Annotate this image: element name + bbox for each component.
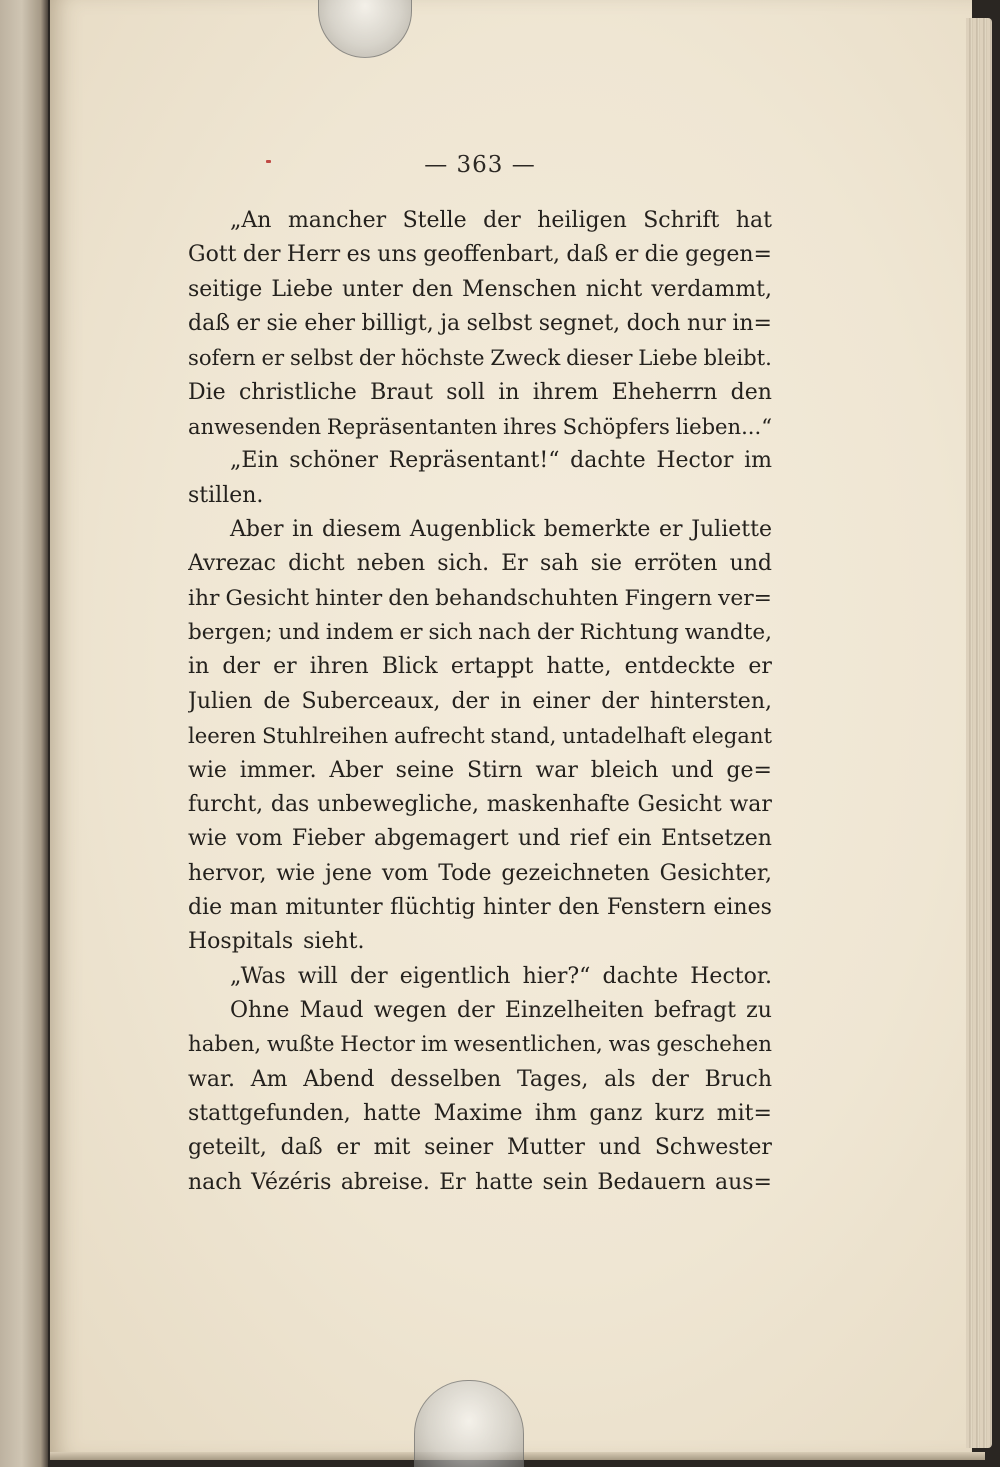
text-line: nach Vézéris abreise. Er hatte sein Bedauern aus= <box>188 1169 772 1195</box>
text-line: furcht, das unbewegliche, maskenhafte Gesicht war <box>188 791 772 817</box>
text-line: leeren Stuhlreihen aufrecht stand, untadelhaft elegant <box>188 723 772 749</box>
text-line: hervor, wie jene vom Tode gezeichneten Gesichter, <box>188 860 772 886</box>
text-line: anwesenden Repräsentanten ihres Schöpfers lieben...“ <box>188 414 772 440</box>
text-line: Die christliche Braut soll in ihrem Eheherrn den <box>188 379 772 405</box>
text-line: bergen; und indem er sich nach der Richtung wandte, <box>188 620 772 646</box>
page-edges <box>966 18 992 1448</box>
page-number: — 363 — <box>424 152 536 178</box>
text-line: wie vom Fieber abgemagert und rief ein Entsetzen <box>188 826 772 852</box>
left-page-edge <box>0 0 48 1467</box>
text-line: sofern er selbst der höchste Zweck dieser Liebe bleibt. <box>188 345 772 371</box>
text-line: seitige Liebe unter den Menschen nicht verdammt, <box>188 276 772 302</box>
text-line: haben, wußte Hector im wesentlichen, was geschehen <box>188 1032 772 1058</box>
text-line: wie immer. Aber seine Stirn war bleich und ge= <box>188 757 772 783</box>
stray-ink-mark <box>266 160 271 163</box>
body-text <box>188 204 772 1200</box>
text-line: „Ein schöner Repräsentant!“ dachte Hector im <box>230 448 772 474</box>
text-line: Aber in diesem Augenblick bemerkte er Juliette <box>230 517 772 543</box>
text-line: Gott der Herr es uns geoffenbart, daß er die gegen= <box>188 242 772 268</box>
text-line: Hospitals sieht. <box>188 929 365 955</box>
text-line: war. Am Abend desselben Tages, als der Bruch <box>188 1066 772 1092</box>
text-line: die man mitunter flüchtig hinter den Fenstern eines <box>188 894 772 920</box>
text-line: stillen. <box>188 482 264 508</box>
text-line: Ohne Maud wegen der Einzelheiten befragt zu <box>230 997 772 1023</box>
text-line: in der er ihren Blick ertappt hatte, entdeckte er <box>188 654 772 680</box>
text-line: geteilt, daß er mit seiner Mutter und Schwester <box>188 1135 772 1161</box>
text-line: Julien de Suberceaux, der in einer der hintersten, <box>188 688 772 714</box>
text-line: stattgefunden, hatte Maxime ihm ganz kurz mit= <box>188 1100 772 1126</box>
text-line: „An mancher Stelle der heiligen Schrift hat <box>230 208 772 233</box>
text-line: daß er sie eher billigt, ja selbst segnet, doch nur in= <box>188 311 772 337</box>
text-line: Avrezac dicht neben sich. Er sah sie erröten und <box>188 551 772 577</box>
text-line: ihr Gesicht hinter den behandschuhten Fingern ver= <box>188 585 772 611</box>
text-line: „Was will der eigentlich hier?“ dachte Hector. <box>230 963 772 989</box>
